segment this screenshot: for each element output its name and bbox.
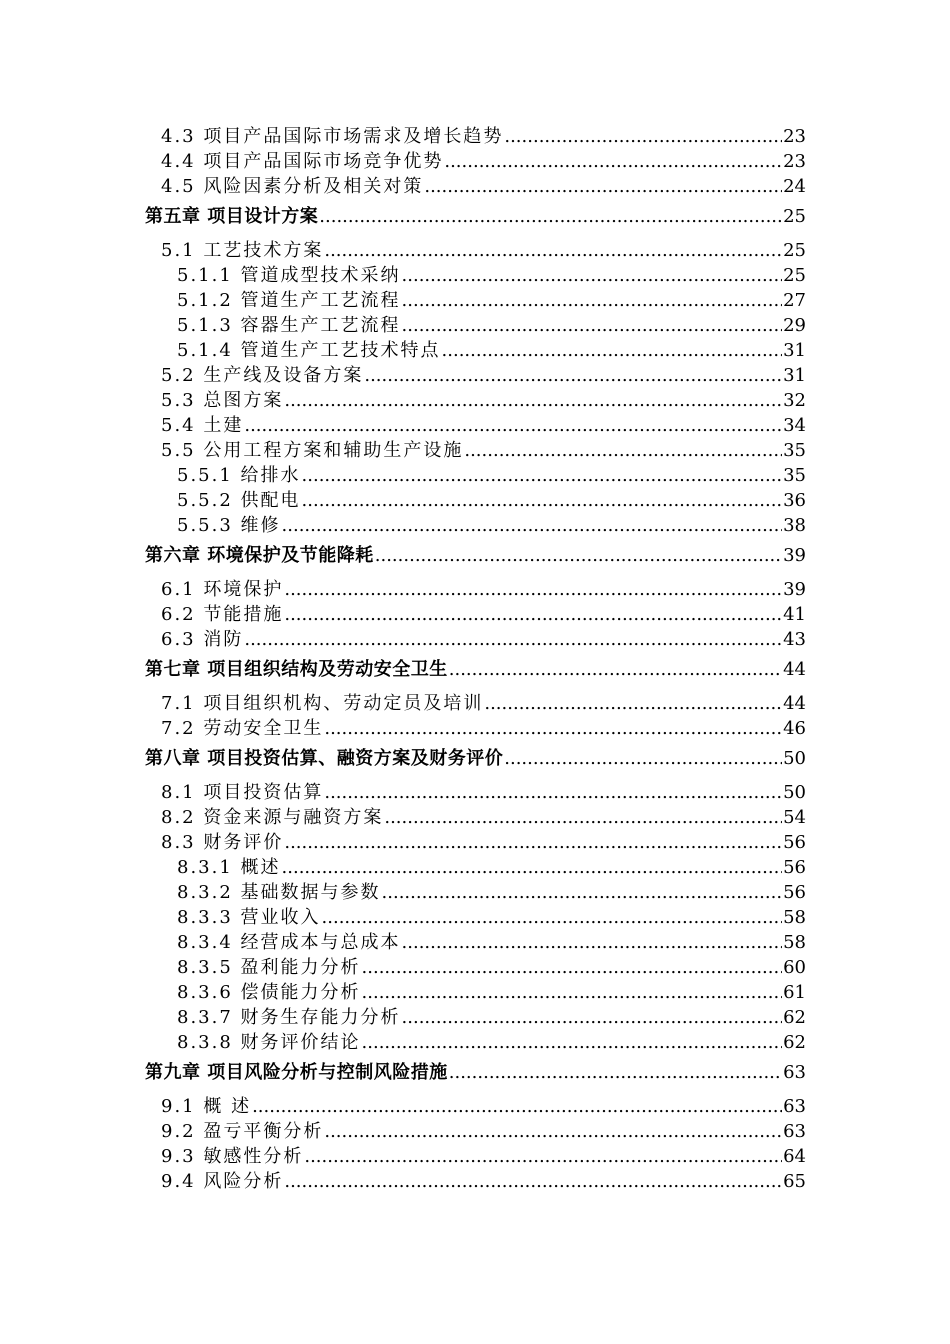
toc-entry-label: 5.1.1 管道成型技术采纳 xyxy=(177,265,401,286)
toc-page-number: 62 xyxy=(783,1032,806,1053)
toc-page-number: 32 xyxy=(783,390,806,411)
toc-section-entry[interactable] xyxy=(0,238,806,263)
toc-section-entry[interactable] xyxy=(0,602,806,627)
toc-leader-dots xyxy=(324,238,782,263)
toc-leader-dots xyxy=(252,1094,782,1119)
toc-section-entry[interactable] xyxy=(0,1005,806,1030)
toc-entry-label: 5.3 总图方案 xyxy=(161,390,284,411)
toc-entry-label: 4.4 项目产品国际市场竞争优势 xyxy=(161,151,444,172)
toc-entry-label: 8.3 财务评价 xyxy=(161,832,284,853)
toc-leader-dots xyxy=(324,716,782,741)
toc-page-number: 25 xyxy=(783,240,806,261)
toc-entry-label: 第九章 项目风险分析与控制风险措施 xyxy=(145,1062,448,1083)
toc-chapter-entry[interactable] xyxy=(0,541,806,577)
toc-leader-dots xyxy=(362,980,783,1005)
toc-leader-dots xyxy=(484,691,782,716)
toc-page-number: 58 xyxy=(783,907,806,928)
toc-entry-label: 8.3.4 经营成本与总成本 xyxy=(177,932,401,953)
toc-section-entry[interactable] xyxy=(0,830,806,855)
toc-chapter-entry[interactable] xyxy=(0,202,806,238)
toc-section-entry[interactable] xyxy=(0,1119,806,1144)
toc-page-number: 56 xyxy=(783,832,806,853)
toc-section-entry[interactable] xyxy=(0,338,806,363)
toc-leader-dots xyxy=(375,541,782,571)
toc-section-entry[interactable] xyxy=(0,1094,806,1119)
toc-section-entry[interactable] xyxy=(0,513,806,538)
toc-leader-dots xyxy=(324,780,782,805)
toc-entry-label: 4.5 风险因素分析及相关对策 xyxy=(161,176,424,197)
toc-entry-label: 8.3.7 财务生存能力分析 xyxy=(177,1007,401,1028)
toc-leader-dots xyxy=(319,202,782,232)
toc-entry-label: 5.5.3 维修 xyxy=(177,515,281,536)
toc-page-number: 23 xyxy=(783,126,806,147)
toc-page-number: 54 xyxy=(783,807,806,828)
toc-section-entry[interactable] xyxy=(0,149,806,174)
toc-chapter-entry[interactable] xyxy=(0,1058,806,1094)
toc-leader-dots xyxy=(284,602,782,627)
toc-entry-label: 5.4 土建 xyxy=(161,415,244,436)
toc-page-number: 43 xyxy=(783,629,806,650)
toc-entry-label: 5.2 生产线及设备方案 xyxy=(161,365,364,386)
toc-entry-label: 9.3 敏感性分析 xyxy=(161,1146,304,1167)
toc-leader-dots xyxy=(284,1169,782,1194)
toc-page-number: 35 xyxy=(783,465,806,486)
toc-entry-label: 8.3.6 偿债能力分析 xyxy=(177,982,361,1003)
toc-entry-label: 8.3.5 盈利能力分析 xyxy=(177,957,361,978)
toc-leader-dots xyxy=(402,288,783,313)
toc-leader-dots xyxy=(449,655,782,685)
toc-section-entry[interactable] xyxy=(0,1030,806,1055)
toc-leader-dots xyxy=(362,955,783,980)
toc-leader-dots xyxy=(402,313,783,338)
toc-page-number: 44 xyxy=(783,659,806,680)
toc-section-entry[interactable] xyxy=(0,805,806,830)
toc-entry-label: 8.3.8 财务评价结论 xyxy=(177,1032,361,1053)
toc-section-entry[interactable] xyxy=(0,855,806,880)
toc-page-number: 58 xyxy=(783,932,806,953)
toc-page-number: 41 xyxy=(783,604,806,625)
toc-entry-label: 4.3 项目产品国际市场需求及增长趋势 xyxy=(161,126,504,147)
toc-entry-label: 5.5.1 给排水 xyxy=(177,465,301,486)
toc-page-number: 25 xyxy=(783,265,806,286)
toc-section-entry[interactable] xyxy=(0,463,806,488)
toc-entry-label: 5.1.4 管道生产工艺技术特点 xyxy=(177,340,441,361)
toc-entry-label: 7.1 项目组织机构、劳动定员及培训 xyxy=(161,693,484,714)
toc-section-entry[interactable] xyxy=(0,930,806,955)
toc-section-entry[interactable] xyxy=(0,174,806,199)
toc-section-entry[interactable] xyxy=(0,955,806,980)
toc-leader-dots xyxy=(402,263,783,288)
toc-section-entry[interactable] xyxy=(0,577,806,602)
toc-entry-label: 6.2 节能措施 xyxy=(161,604,284,625)
toc-leader-dots xyxy=(244,413,782,438)
toc-page-number: 61 xyxy=(783,982,806,1003)
toc-leader-dots xyxy=(362,1030,783,1055)
toc-leader-dots xyxy=(402,1005,783,1030)
toc-entry-label: 5.1 工艺技术方案 xyxy=(161,240,324,261)
toc-page-number: 31 xyxy=(783,340,806,361)
toc-leader-dots xyxy=(304,1144,782,1169)
toc-entry-label: 9.4 风险分析 xyxy=(161,1171,284,1192)
toc-page-number: 63 xyxy=(783,1062,806,1083)
toc-page-number: 63 xyxy=(783,1121,806,1142)
toc-leader-dots xyxy=(424,174,782,199)
toc-leader-dots xyxy=(442,338,783,363)
toc-entry-label: 8.3.2 基础数据与参数 xyxy=(177,882,381,903)
toc-page-number: 50 xyxy=(783,782,806,803)
toc-page-number: 56 xyxy=(783,857,806,878)
toc-page-number: 44 xyxy=(783,693,806,714)
toc-page-number: 56 xyxy=(783,882,806,903)
toc-section-entry[interactable] xyxy=(0,363,806,388)
toc-page-number: 65 xyxy=(783,1171,806,1192)
toc-leader-dots xyxy=(364,363,782,388)
toc-entry-label: 5.1.3 容器生产工艺流程 xyxy=(177,315,401,336)
toc-leader-dots xyxy=(284,830,782,855)
toc-leader-dots xyxy=(302,488,783,513)
toc-entry-label: 第八章 项目投资估算、融资方案及财务评价 xyxy=(145,748,504,769)
toc-entry-label: 第五章 项目设计方案 xyxy=(145,206,319,227)
toc-entry-label: 8.3.1 概述 xyxy=(177,857,281,878)
toc-leader-dots xyxy=(324,1119,782,1144)
toc-section-entry[interactable] xyxy=(0,488,806,513)
toc-entry-label: 第七章 项目组织结构及劳动安全卫生 xyxy=(145,659,448,680)
toc-leader-dots xyxy=(464,438,782,463)
toc-page-number: 60 xyxy=(783,957,806,978)
toc-page-number: 46 xyxy=(783,718,806,739)
toc-page-number: 29 xyxy=(783,315,806,336)
toc-leader-dots xyxy=(384,805,782,830)
toc-leader-dots xyxy=(382,880,783,905)
toc-entry-label: 5.1.2 管道生产工艺流程 xyxy=(177,290,401,311)
toc-page-number: 31 xyxy=(783,365,806,386)
toc-section-entry[interactable] xyxy=(0,691,806,716)
toc-section-entry[interactable] xyxy=(0,880,806,905)
toc-page-number: 25 xyxy=(783,206,806,227)
toc-leader-dots xyxy=(402,930,783,955)
toc-entry-label: 第六章 环境保护及节能降耗 xyxy=(145,545,374,566)
toc-section-entry[interactable] xyxy=(0,1144,806,1169)
toc-leader-dots xyxy=(322,905,783,930)
toc-entry-label: 9.2 盈亏平衡分析 xyxy=(161,1121,324,1142)
toc-section-entry[interactable] xyxy=(0,288,806,313)
toc-entry-label: 7.2 劳动安全卫生 xyxy=(161,718,324,739)
toc-page-number: 39 xyxy=(783,545,806,566)
toc-leader-dots xyxy=(284,388,782,413)
toc-entry-label: 6.1 环境保护 xyxy=(161,579,284,600)
toc-page-number: 62 xyxy=(783,1007,806,1028)
toc-page-number: 50 xyxy=(783,748,806,769)
toc-page-number: 27 xyxy=(783,290,806,311)
toc-section-entry[interactable] xyxy=(0,905,806,930)
toc-leader-dots xyxy=(244,627,782,652)
toc-section-entry[interactable] xyxy=(0,980,806,1005)
toc-section-entry[interactable] xyxy=(0,716,806,741)
toc-entry-label: 9.1 概 述 xyxy=(161,1096,252,1117)
toc-entry-label: 5.5 公用工程方案和辅助生产设施 xyxy=(161,440,464,461)
toc-page-number: 63 xyxy=(783,1096,806,1117)
toc-leader-dots xyxy=(282,855,783,880)
table-of-contents xyxy=(0,124,950,1194)
toc-section-entry[interactable] xyxy=(0,313,806,338)
toc-chapter-entry[interactable] xyxy=(0,744,806,780)
toc-page-number: 64 xyxy=(783,1146,806,1167)
toc-page-number: 34 xyxy=(783,415,806,436)
toc-page-number: 39 xyxy=(783,579,806,600)
toc-leader-dots xyxy=(504,124,782,149)
toc-leader-dots xyxy=(284,577,782,602)
toc-section-entry[interactable] xyxy=(0,438,806,463)
toc-section-entry[interactable] xyxy=(0,263,806,288)
toc-entry-label: 8.3.3 营业收入 xyxy=(177,907,321,928)
toc-chapter-entry[interactable] xyxy=(0,655,806,691)
toc-leader-dots xyxy=(444,149,782,174)
toc-section-entry[interactable] xyxy=(0,413,806,438)
toc-leader-dots xyxy=(504,744,782,774)
toc-entry-label: 6.3 消防 xyxy=(161,629,244,650)
toc-leader-dots xyxy=(449,1058,782,1088)
toc-section-entry[interactable] xyxy=(0,1169,806,1194)
toc-section-entry[interactable] xyxy=(0,627,806,652)
toc-entry-label: 5.5.2 供配电 xyxy=(177,490,301,511)
toc-leader-dots xyxy=(302,463,783,488)
toc-page-number: 38 xyxy=(783,515,806,536)
toc-section-entry[interactable] xyxy=(0,388,806,413)
toc-page-number: 23 xyxy=(783,151,806,172)
toc-page-number: 35 xyxy=(783,440,806,461)
toc-leader-dots xyxy=(282,513,783,538)
toc-entry-label: 8.2 资金来源与融资方案 xyxy=(161,807,384,828)
toc-page-number: 36 xyxy=(783,490,806,511)
toc-section-entry[interactable] xyxy=(0,124,806,149)
toc-section-entry[interactable] xyxy=(0,780,806,805)
toc-page-number: 24 xyxy=(783,176,806,197)
toc-entry-label: 8.1 项目投资估算 xyxy=(161,782,324,803)
